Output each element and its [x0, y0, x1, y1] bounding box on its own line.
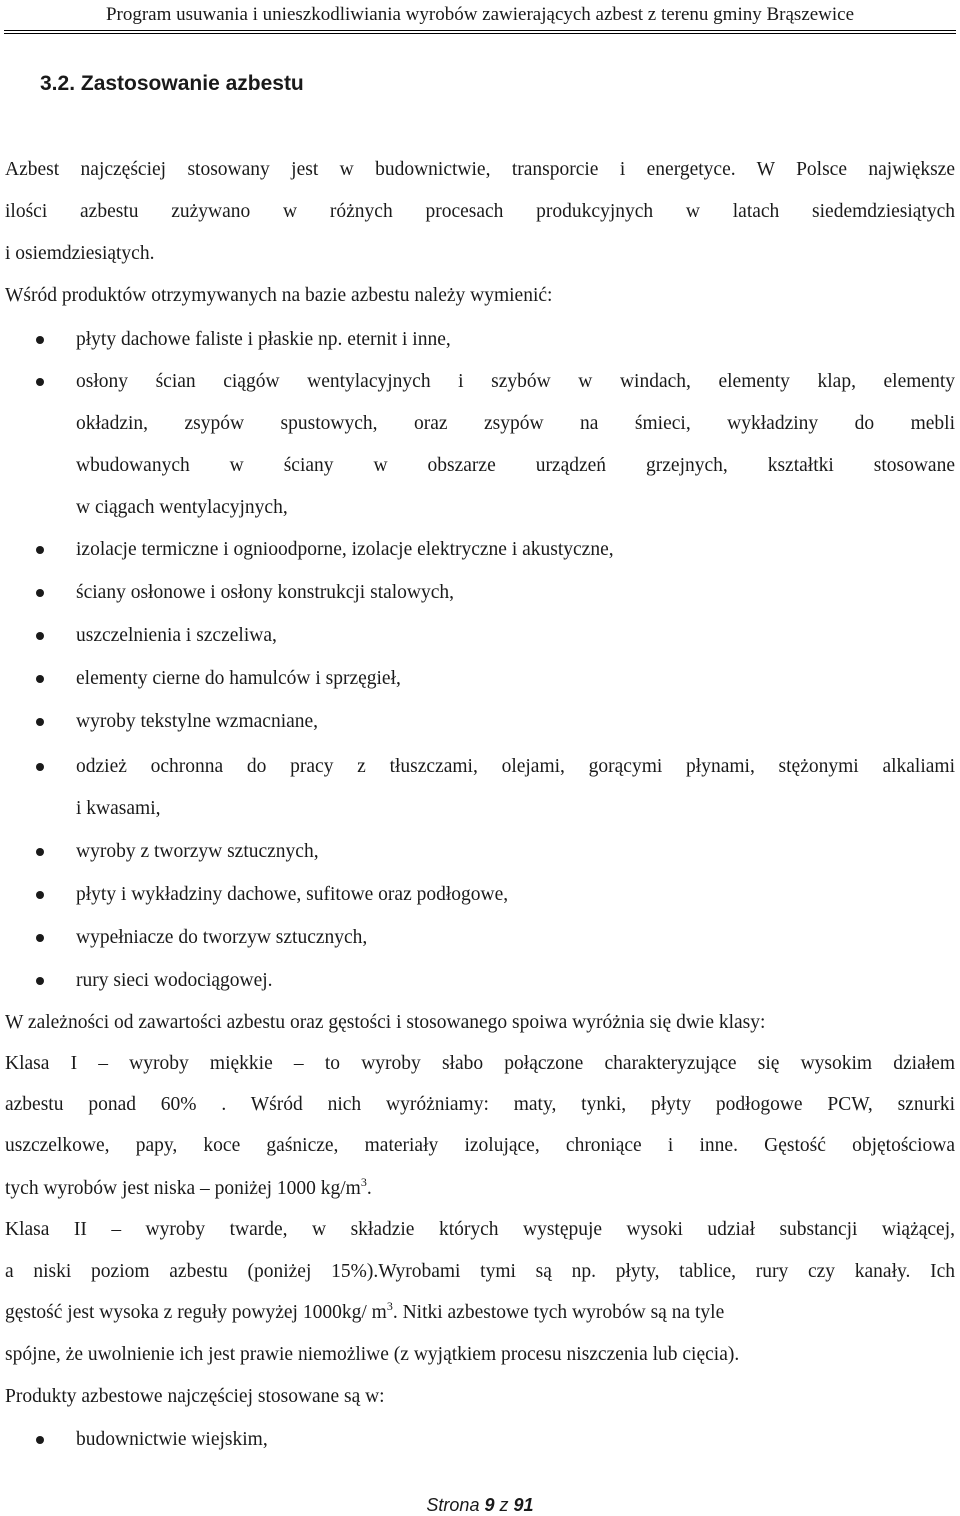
bullet-icon [36, 589, 44, 597]
bullet-icon [36, 1436, 44, 1444]
list-item-line: wbudowanych w ściany w obszarze urządzeń grzejnych, kształtki stosowane [76, 455, 955, 476]
page-number: 9 [484, 1495, 495, 1515]
page-total: 91 [513, 1495, 534, 1515]
list-item-line: i kwasami, [76, 798, 161, 819]
class-1-line-3: uszczelkowe, papy, koce gaśnicze, materiały izolujące, chroniące i inne. Gęstość objętościowa [5, 1135, 955, 1156]
header-rule-top [4, 30, 956, 31]
section-title: Zastosowanie azbestu [80, 72, 304, 95]
class-2-line-2: a niski poziom azbestu (poniżej 15%).Wyrobami tymi są np. płyty, tablice, rury czy kanały. Ich [5, 1261, 955, 1282]
intro-line-3: i osiemdziesiątych. [5, 243, 155, 264]
section-number: 3.2. [40, 72, 76, 95]
bullet-icon [36, 546, 44, 554]
footer-word: Strona [426, 1495, 480, 1515]
footer-separator: z [499, 1495, 509, 1515]
class-2-line-4: spójne, że uwolnienie ich jest prawie niemożliwe (z wyjątkiem procesu niszczenia lub cięcia). [5, 1344, 740, 1365]
superscript-3: 3 [360, 1175, 367, 1189]
list-item-line: wyroby tekstylne wzmacniane, [76, 711, 319, 732]
class-1-period: . [366, 1178, 372, 1199]
bullet-icon [36, 718, 44, 726]
list-item-line: płyty i wykładziny dachowe, sufitowe oraz podłogowe, [76, 884, 509, 905]
class-1-density-text: tych wyrobów jest niska – poniżej 1000 kg/m [5, 1178, 361, 1199]
list-item-line: wyroby z tworzyw sztucznych, [76, 841, 319, 862]
list-item-line: wypełniacze do tworzyw sztucznych, [76, 927, 368, 948]
class-2-density-text: gęstość jest wysoka z reguły powyżej 1000kg/ m [5, 1302, 387, 1323]
products-lead: Wśród produktów otrzymywanych na bazie azbestu należy wymienić: [5, 285, 553, 306]
header-rule-bottom [4, 33, 956, 34]
bullet-icon [36, 632, 44, 640]
list-item-line: budownictwie wiejskim, [76, 1429, 268, 1450]
bullet-icon [36, 336, 44, 344]
list-item-line: ściany osłonowe i osłony konstrukcji stalowych, [76, 582, 455, 603]
list-item-line: okładzin, zsypów spustowych, oraz zsypów na śmieci, wykładziny do mebli [76, 413, 955, 434]
bullet-icon [36, 763, 44, 771]
bullet-icon [36, 675, 44, 683]
bullet-icon [36, 891, 44, 899]
superscript-3: 3 [386, 1299, 393, 1313]
list-item-line: płyty dachowe faliste i płaskie np. eternit i inne, [76, 329, 451, 350]
bullet-icon [36, 378, 44, 386]
class-1-line-1: Klasa I – wyroby miękkie – to wyroby słabo połączone charakteryzujące się wysokim działem [5, 1053, 955, 1074]
page-footer [0, 1494, 960, 1516]
class-1-line-4 [5, 1177, 955, 1201]
class-2-line-3 [5, 1301, 955, 1325]
bullet-icon [36, 977, 44, 985]
bullet-icon [36, 848, 44, 856]
running-header: Program usuwania i unieszkodliwiania wyrobów zawierających azbest z terenu gminy Brąszewice [105, 4, 855, 25]
classes-lead: W zależności od zawartości azbestu oraz gęstości i stosowanego spoiwa wyróżnia się dwie klasy: [5, 1012, 766, 1033]
list-item-line: elementy cierne do hamulców i sprzęgieł, [76, 668, 401, 689]
usage-lead: Produkty azbestowe najczęściej stosowane są w: [5, 1386, 385, 1407]
bullet-icon [36, 934, 44, 942]
list-item-line: rury sieci wodociągowej. [76, 970, 273, 991]
class-2-line-1: Klasa II – wyroby twarde, w składzie których występuje wysoki udział substancji wiążącej, [5, 1219, 955, 1240]
section-heading [40, 70, 304, 98]
list-item-line: odzież ochronna do pracy z tłuszczami, olejami, gorącymi płynami, stężonymi alkaliami [76, 756, 955, 777]
intro-line-2: ilości azbestu zużywano w różnych procesach produkcyjnych w latach siedemdziesiątych [5, 201, 955, 222]
list-item-line: uszczelnienia i szczeliwa, [76, 625, 277, 646]
class-1-line-2: azbestu ponad 60% . Wśród nich wyróżniamy: maty, tynki, płyty podłogowe PCW, sznurki [5, 1094, 955, 1115]
list-item-line: w ciągach wentylacyjnych, [76, 497, 288, 518]
list-item-line: osłony ścian ciągów wentylacyjnych i szybów w windach, elementy klap, elementy [76, 371, 955, 392]
list-item-line: izolacje termiczne i ognioodporne, izolacje elektryczne i akustyczne, [76, 539, 614, 560]
intro-line-1: Azbest najczęściej stosowany jest w budownictwie, transporcie i energetyce. W Polsce największe [5, 159, 955, 180]
class-2-line-3-end: . Nitki azbestowe tych wyrobów są na tyle [392, 1302, 725, 1323]
